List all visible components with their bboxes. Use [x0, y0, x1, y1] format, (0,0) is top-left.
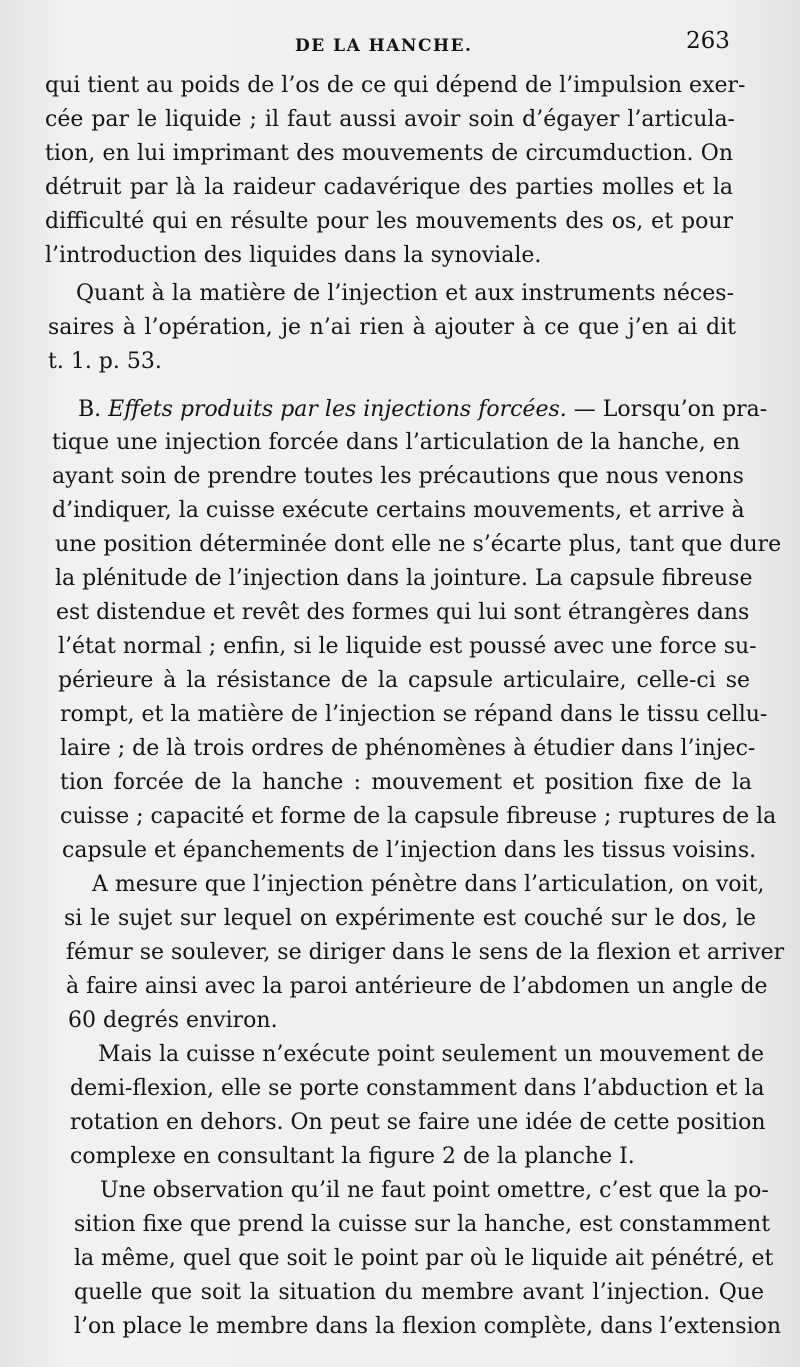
- section-title: Effets produits par les injections forcées.: [108, 397, 567, 422]
- section-label: B.: [78, 397, 102, 422]
- text-line: la même, quel que soit le point par où le liquide ait pénétré, et: [74, 1246, 774, 1271]
- text-line: tion forcée de la hanche : mouvement et position fixe de la: [60, 770, 752, 795]
- text-line: saires à l’opération, je n’ai rien à ajouter à ce que j’en ai dit: [48, 315, 736, 340]
- text-line: cuisse ; capacité et forme de la capsule fibreuse ; ruptures de la: [60, 804, 777, 829]
- text-line: rompt, et la matière de l’injection se répand dans le tissu cellu-: [60, 702, 768, 727]
- text-line: 60 degrés environ.: [68, 1008, 278, 1033]
- text-line: A mesure que l’injection pénètre dans l’articulation, on voit,: [92, 872, 765, 897]
- text-line: difficulté qui en résulte pour les mouvements des os, et pour: [45, 209, 733, 234]
- text-line: laire ; de là trois ordres de phénomènes à étudier dans l’injec-: [60, 736, 756, 761]
- text-line: capsule et épanchements de l’injection dans les tissus voisins.: [62, 838, 757, 863]
- section-heading-line: [78, 392, 768, 428]
- text-line: sition fixe que prend la cuisse sur la hanche, est constamment: [74, 1212, 771, 1237]
- text-line: Quant à la matière de l’injection et aux instruments néces-: [76, 281, 734, 306]
- text-line: l’on place le membre dans la flexion complète, dans l’extension: [74, 1314, 782, 1339]
- running-title: DE LA HANCHE.: [295, 36, 473, 56]
- text-line: fémur se soulever, se diriger dans le sens de la flexion et arriver: [66, 940, 785, 965]
- text-line: si le sujet sur lequel on expérimente est couché sur le dos, le: [64, 906, 756, 931]
- section-heading-rest: — Lorsqu’on pra-: [566, 397, 768, 422]
- text-line: Mais la cuisse n’exécute point seulement un mouvement de: [98, 1042, 765, 1067]
- text-line: d’indiquer, la cuisse exécute certains mouvements, et arrive à: [52, 498, 745, 523]
- text-line: à faire ainsi avec la paroi antérieure de l’abdomen un angle de: [66, 974, 768, 999]
- text-line: t. 1. p. 53.: [48, 349, 162, 374]
- text-line: Une observation qu’il ne faut point omettre, c’est que la po-: [100, 1178, 769, 1203]
- text-line: la plénitude de l’injection dans la jointure. La capsule fibreuse: [55, 566, 753, 591]
- text-line: périeure à la résistance de la capsule articulaire, celle-ci se: [58, 668, 750, 693]
- text-line: l’introduction des liquides dans la synoviale.: [45, 243, 542, 268]
- text-line: tion, en lui imprimant des mouvements de circumduction. On: [45, 141, 733, 166]
- text-line: cée par le liquide ; il faut aussi avoir soin d’égayer l’articula-: [45, 107, 735, 132]
- running-head: [0, 28, 800, 64]
- text-line: l’état normal ; enfin, si le liquide est poussé avec une force su-: [58, 634, 757, 659]
- text-line: une position déterminée dont elle ne s’écarte plus, tant que dure: [55, 532, 782, 557]
- text-line: tique une injection forcée dans l’articulation de la hanche, en: [52, 430, 740, 455]
- page-number: 263: [686, 28, 730, 54]
- text-line: demi-flexion, elle se porte constamment dans l’abduction et la: [70, 1076, 765, 1101]
- text-line: complexe en consultant la figure 2 de la planche I.: [70, 1144, 635, 1169]
- text-line: rotation en dehors. On peut se faire une idée de cette position: [70, 1110, 766, 1135]
- text-line: ayant soin de prendre toutes les précautions que nous venons: [52, 464, 744, 489]
- text-line: quelle que soit la situation du membre avant l’injection. Que: [74, 1280, 764, 1305]
- text-line: est distendue et revêt des formes qui lui sont étrangères dans: [56, 600, 750, 625]
- text-line: détruit par là la raideur cadavérique des parties molles et la: [45, 175, 733, 200]
- text-line: qui tient au poids de l’os de ce qui dépend de l’impulsion exer-: [45, 73, 746, 98]
